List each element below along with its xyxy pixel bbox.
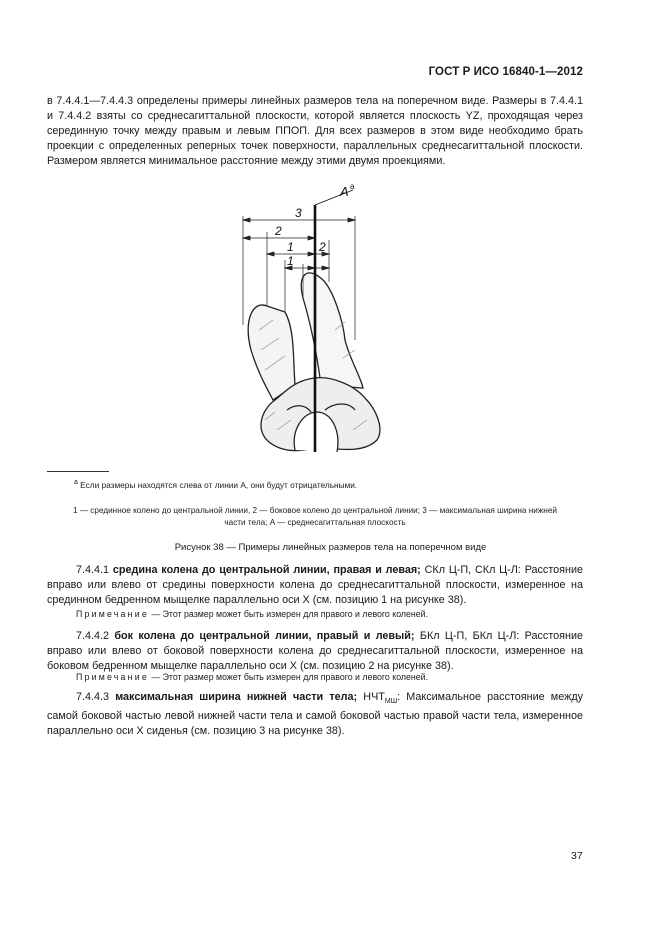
note-2 — [76, 672, 428, 682]
document-header: ГОСТ Р ИСО 16840-1—2012 — [428, 66, 583, 78]
label-a: A — [340, 184, 349, 199]
section-7-4-4-2 — [47, 629, 583, 674]
footnote-text: Если размеры находятся слева от линии A, они будут отрицательными. — [80, 479, 358, 490]
note-1 — [76, 609, 428, 619]
footnote-mark: a — [74, 479, 78, 486]
note-1-text: — Этот размер может быть измерен для правого и левого коленей. — [148, 609, 429, 619]
s2-term: бок колена до центральной линии, правый и левый; — [114, 630, 415, 642]
s2-number: 7.4.4.2 — [76, 630, 110, 642]
legend-line-1: 1 — срединное колено до центральной линии, 2 — боковое колено до центральной линии; 3 — максимальная ширина нижней — [73, 506, 557, 515]
figure-legend — [47, 505, 583, 529]
s1-abbr: СКл Ц-П, СКл Ц-Л: — [424, 564, 521, 576]
label-a-superscript: a — [350, 182, 355, 191]
dimension-lines — [243, 218, 355, 270]
dim-label-3: 3 — [295, 206, 302, 220]
note-2-label: Примечание — [76, 672, 149, 682]
figure-caption: Рисунок 38 — Примеры линейных размеров тела на поперечном виде — [174, 542, 487, 553]
figure-38 — [225, 180, 425, 460]
s3-term: максимальная ширина нижней части тела; — [115, 691, 358, 703]
note-1-label: Примечание — [76, 609, 149, 619]
s3-abbr: $НЧТ_{МШ}$: — [363, 691, 401, 706]
s3-text: Максимальное расстояние между самой боковой частью левой нижней части тела и самой боковой частью правой части тела, измеренное параллельно оси X сиденья (см. позицию 3 на рисунке 38). — [47, 691, 584, 738]
s1-term: средина колена до центральной линии, правая и левая; — [112, 564, 421, 576]
dim-label-1-bottom: 1 — [287, 254, 294, 268]
dim-label-1-left: 1 — [287, 240, 294, 254]
s1-text: Расстояние вправо или влево от средины поверхности колена до среднесагиттальной плоскости, измеренное на срединном бедренном мыщелке параллельно оси X (см. позицию 1 на рисунке 38). — [47, 564, 584, 606]
legend-line-2: части тела; A — среднесагиттальная плоскость — [224, 518, 406, 527]
note-2-text: — Этот размер может быть измерен для правого и левого коленей. — [148, 672, 429, 682]
s1-number: 7.4.4.1 — [76, 564, 110, 576]
page-number: 37 — [571, 850, 583, 862]
section-7-4-4-3 — [47, 690, 583, 739]
s3-abbr-main: НЧТ — [363, 691, 385, 703]
s3-number: 7.4.4.3 — [76, 691, 110, 703]
dim-label-2-left: 2 — [275, 224, 282, 238]
dim-label-2-right: 2 — [319, 240, 326, 254]
s3-abbr-sub: МШ — [384, 698, 398, 706]
s2-text: Расстояние вправо или влево от боковой поверхности колена до среднесагиттальной плоскости, измеренное на боковом бедренном мыщелке параллельно оси X (см. позицию 2 на рисунке 38). — [47, 630, 583, 672]
footnote — [74, 479, 357, 490]
footnote-separator — [47, 471, 109, 472]
intro-paragraph: в 7.4.4.1—7.4.4.3 определены примеры линейных размеров тела на поперечном виде. Размеры в 7.4.4.1 и 7.4.4.2 взяты со среднесагиттальной плоскости, которой является плоскость YZ, проходящая через серединную точку между правым и левым ППОП. Для всех размеров в этом виде необходимо брать проекции с определенных реперных точек поверхности, параллельных среднесагиттальной плоскости. Размером является минимальное расстояние между этими двумя проекциями. — [47, 95, 583, 167]
s2-abbr: БКл Ц-П, БКл Ц-Л: — [419, 630, 520, 642]
section-7-4-4-1 — [47, 563, 583, 608]
